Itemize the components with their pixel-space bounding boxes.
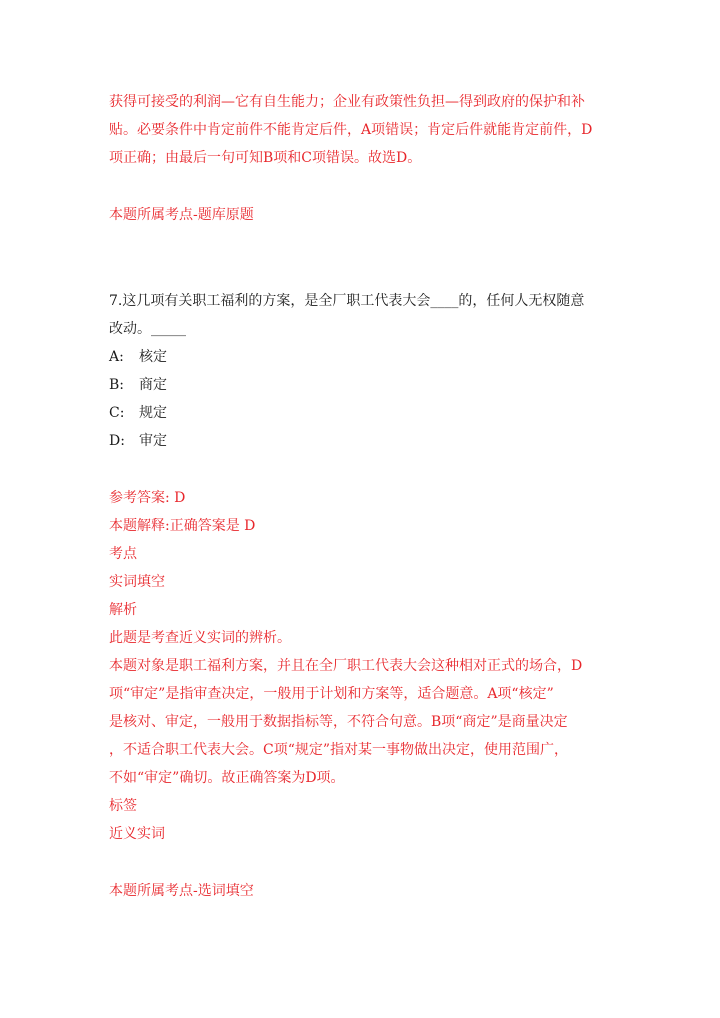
jiexi-line-2: 项“审定”是指审查决定，一般用于计划和方案等，适合题意。A项“核定” [109, 686, 554, 702]
prev-explanation-line-3: 项正确；由最后一句可知B项和C项错误。故选D。 [109, 150, 422, 166]
option-b [109, 375, 167, 395]
jiexi-line-4: ，不适合职工代表大会。C项“规定”指对某一事物做出决定，使用范围广， [109, 742, 569, 758]
option-a-letter: A: [109, 349, 124, 365]
question-stem-line-1: 7.这几项有关职工福利的方案，是全厂职工代表大会____的，任何人无权随意 [109, 293, 585, 309]
kaodian-value: 实词填空 [109, 574, 165, 590]
jiexi-line-5: 不如“审定”确切。故正确答案为D项。 [109, 770, 345, 786]
option-d-text: 审定 [139, 433, 167, 449]
reference-answer: 参考答案: D [109, 490, 186, 506]
option-c [109, 403, 167, 423]
tag-label: 标签 [109, 798, 137, 814]
jiexi-label: 解析 [109, 602, 137, 618]
prev-explanation-line-2: 贴。必要条件中肯定前件不能肯定后件，A项错误；肯定后件就能肯定前件，D [109, 122, 593, 138]
question-stem-line-2: 改动。_____ [109, 321, 186, 337]
option-d [109, 431, 167, 451]
kaodian-label: 考点 [109, 546, 137, 562]
option-a [109, 347, 167, 367]
option-a-text: 核定 [139, 349, 167, 365]
jiexi-line-3: 是核对、审定，一般用于数据指标等，不符合句意。B项“商定”是商量决定 [109, 714, 568, 730]
option-b-letter: B: [109, 377, 125, 393]
explanation-title: 本题解释:正确答案是 D [109, 518, 256, 534]
option-d-letter: D: [109, 433, 125, 449]
option-c-letter: C: [109, 405, 125, 421]
option-c-text: 规定 [139, 405, 167, 421]
jiexi-line-1: 本题对象是职工福利方案，并且在全厂职工代表大会这种相对正式的场合，D [109, 658, 583, 674]
prev-source-note: 本题所属考点-题库原题 [109, 207, 254, 223]
option-b-text: 商定 [139, 377, 167, 393]
jiexi-intro: 此题是考查近义实词的辨析。 [109, 630, 291, 646]
prev-explanation-line-1: 获得可接受的利润—它有自生能力；企业有政策性负担—得到政府的保护和补 [109, 94, 585, 110]
source-note: 本题所属考点-选词填空 [109, 883, 254, 899]
tag-value: 近义实词 [109, 826, 165, 842]
